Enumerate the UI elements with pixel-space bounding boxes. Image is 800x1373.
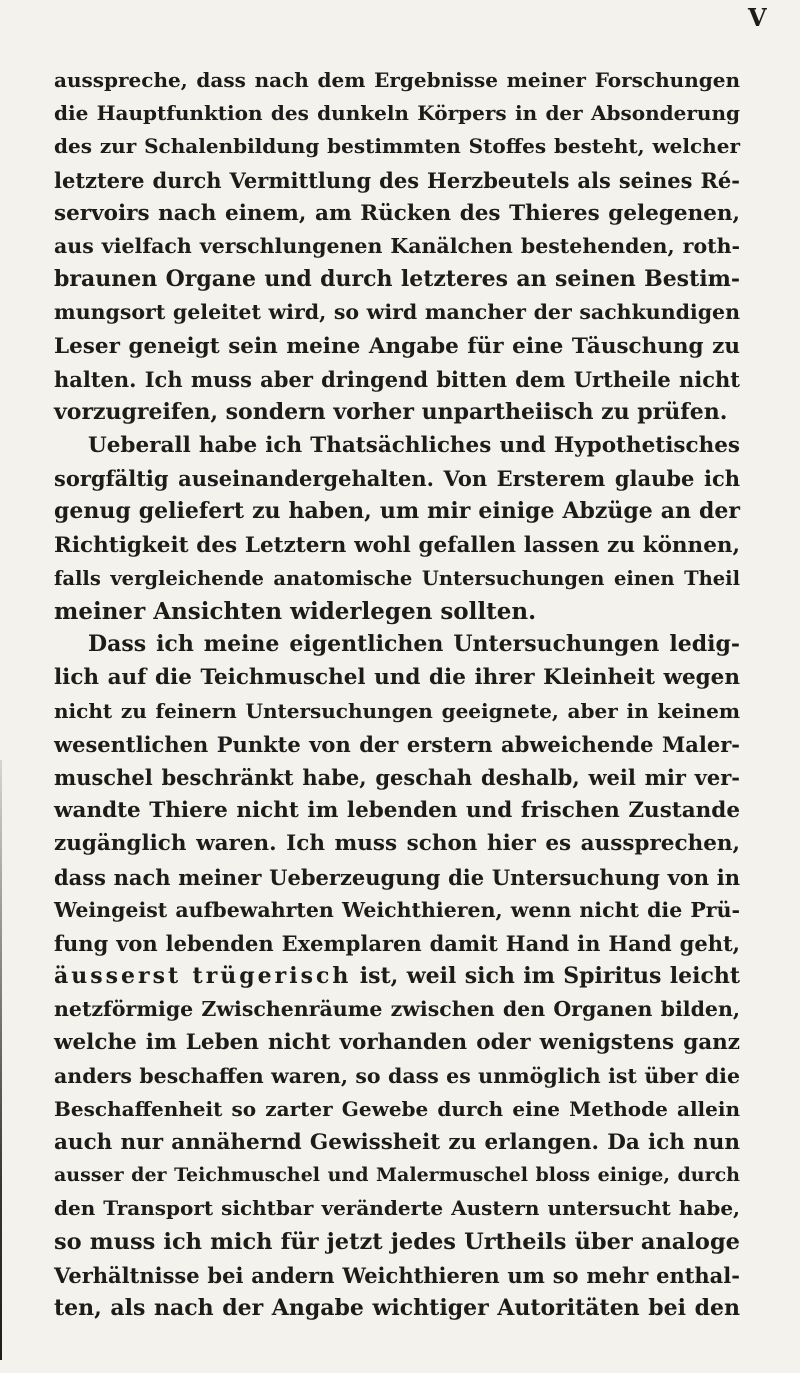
text-line: servoirs nach einem, am Rücken des Thieres gelegenen, — [54, 200, 740, 226]
text-line: Verhältnisse bei andern Weichthieren um so mehr enthal- — [54, 1262, 740, 1288]
text-line: genug geliefert zu haben, um mir einige Abzüge an der — [54, 498, 740, 525]
text-line: halten. Ich muss aber dringend bitten dem Urtheile nicht — [54, 366, 740, 392]
text-line: den Transport sichtbar veränderte Austern untersucht habe, — [54, 1196, 740, 1221]
text-line: anders beschaffen waren, so dass es unmöglich ist über die — [54, 1063, 740, 1088]
text-line: Leser geneigt sein meine Angabe für eine Täuschung zu — [54, 333, 740, 359]
text-line: äusserst trügerisch ist, weil sich im Spiritus leicht — [54, 963, 740, 990]
text-line: Weingeist aufbewahrten Weichthieren, wenn nicht die Prü- — [54, 897, 740, 922]
text-line: fung von lebenden Exemplaren damit Hand in Hand geht, — [54, 930, 740, 956]
text-line: zugänglich waren. Ich muss schon hier es aussprechen, — [54, 831, 740, 857]
text-line: braunen Organe und durch letzteres an seinen Bestim- — [54, 266, 740, 293]
body-text — [54, 64, 740, 1325]
text-line: des zur Schalenbildung bestimmten Stoffes besteht, welcher — [54, 134, 740, 159]
text-line: muschel beschränkt habe, geschah deshalb, weil mir ver- — [54, 764, 740, 790]
text-line: Richtigkeit des Letztern wohl gefallen lassen zu können, — [54, 532, 740, 558]
text-line: aus vielfach verschlungenen Kanälchen bestehenden, roth- — [54, 233, 740, 258]
text-line: sorgfältig auseinandergehalten. Von Ersterem glaube ich — [54, 466, 740, 492]
text-line: meiner Ansichten widerlegen sollten. — [54, 598, 537, 625]
text-line: dass nach meiner Ueberzeugung die Untersuchung von in — [54, 864, 740, 890]
text-line: wandte Thiere nicht im lebenden und frischen Zustande — [54, 798, 740, 824]
text-line: Dass ich meine eigentlichen Untersuchungen ledig- — [88, 631, 740, 658]
page-number: V — [748, 3, 767, 32]
text-line: die Hauptfunktion des dunkeln Körpers in der Absonderung — [54, 101, 740, 126]
text-line: nicht zu feinern Untersuchungen geeignete, aber in keinem — [54, 698, 740, 723]
text-line: vorzugreifen, sondern vorher unpartheiisch zu prüfen. — [54, 398, 728, 425]
text-line: auch nur annähernd Gewissheit zu erlangen. Da ich nun — [54, 1130, 740, 1155]
text-line: falls vergleichende anatomische Untersuchungen einen Theil — [54, 566, 740, 590]
text-line: netzförmige Zwischenräume zwischen den Organen bilden, — [54, 997, 740, 1022]
text-line: ausser der Teichmuschel und Malermuschel bloss einige, durch — [54, 1164, 740, 1187]
text-line: letztere durch Vermittlung des Herzbeutels als seines Ré- — [54, 167, 740, 193]
text-line: so muss ich mich für jetzt jedes Urtheils über analoge — [54, 1228, 740, 1255]
text-line: ausspreche, dass nach dem Ergebnisse meiner Forschungen — [54, 68, 740, 92]
text-line: lich auf die Teichmuschel und die ihrer Kleinheit wegen — [54, 665, 740, 691]
text-line: ten, als nach der Angabe wichtiger Autoritäten bei den — [54, 1294, 740, 1321]
text-line: Ueberall habe ich Thatsächliches und Hypothetisches — [88, 433, 740, 459]
text-line: Beschaffenheit so zarter Gewebe durch eine Methode allein — [54, 1096, 740, 1121]
text-line: welche im Leben nicht vorhanden oder wenigstens ganz — [54, 1030, 740, 1056]
binding-shadow — [0, 760, 2, 1360]
text-line: mungsort geleitet wird, so wird mancher der sachkundigen — [54, 300, 740, 325]
text-line: wesentlichen Punkte von der erstern abweichende Maler- — [54, 731, 740, 757]
